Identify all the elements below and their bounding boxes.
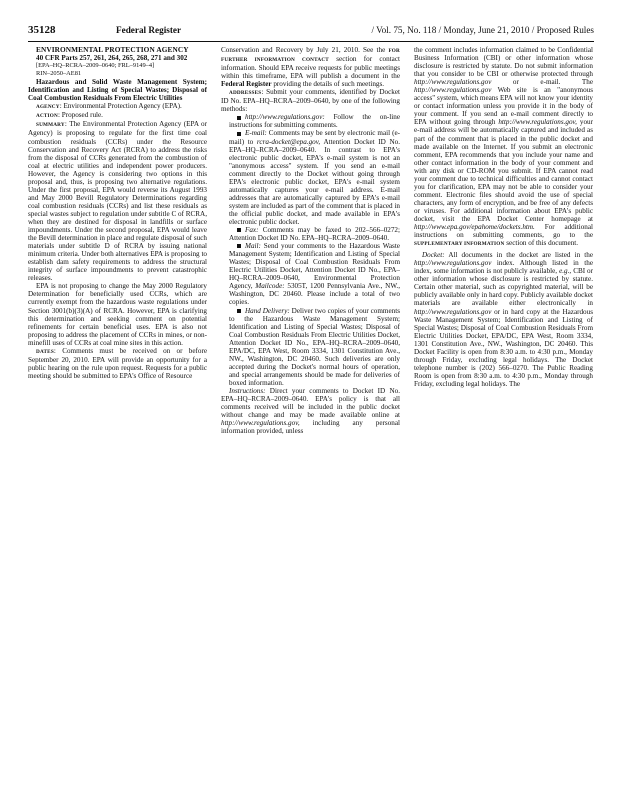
- docket-number: [EPA–HQ–RCRA–2009–0640; FRL–9149–4]: [36, 62, 155, 70]
- addresses-section: ADDRESSES: Submit your comments, identified by Docket ID No. EPA–HQ–RCRA–2009–0640, by one of the following methods:: [221, 88, 400, 114]
- method-hand-delivery: Hand Delivery: Deliver two copies of your comments to the Hazardous Waste Management System; Identification and Listing of Special Wastes; Disposal of Coal Combustion Residuals From Electric Utilities Docket, Attention Docket ID No., EPA–HQ–RCRA–2009–0640, EPA/DC, EPA West, Room 3334, 1301 Constitution Ave., NW., Washington, DC 20460. Such deliveries are only accepted during the Docket's normal hours of operation, and special arrangements should be made for deliveries of boxed information.: [229, 306, 400, 387]
- summary-label: SUMMARY: [36, 122, 65, 129]
- bullet-icon: [237, 309, 241, 313]
- action-section: [28, 111, 207, 120]
- dates-label: DATES: [36, 348, 54, 355]
- agency-text: : Environmental Protection Agency (EPA).: [59, 102, 182, 111]
- volume-info: / Vol. 75, No. 118 / Monday, June 21, 2010 / Proposed Rules: [371, 25, 594, 35]
- regulations-link[interactable]: http://www.regulations.gov,: [221, 419, 300, 428]
- regulations-link[interactable]: http://www.regulations.gov: [414, 259, 492, 268]
- header-citation: [106, 25, 594, 35]
- page-number: 35128: [28, 24, 56, 36]
- action-label: ACTION: [36, 113, 58, 120]
- summary-section: [28, 120, 207, 282]
- page-header: [28, 24, 594, 42]
- regulations-link[interactable]: http://www.regulations.gov: [414, 307, 492, 316]
- method-email: E-mail: Comments may be sent by electronic mail (e-mail) to rcra-docket@epa.gov, Attention Docket ID No. EPA–HQ–RCRA–2009–0640. In contrast to EPA's electronic public docket, EPA's e-mail system is not an "anonymous access" system. If you send an e-mail comment directly to the Docket without going through EPA's electronic public docket, EPA's e-mail system automatically captures your e-mail address. E-mail addresses that are automatically captured by EPA's e-mail system are included as part of the comment that is placed in the official public docket, and made available in EPA's electronic public docket.: [229, 129, 400, 226]
- rule-title: Hazardous and Solid Waste Management System; Identification and Listing of Special Wastes; Disposal of Coal Combustion Residuals From Electric Utilities: [28, 78, 207, 103]
- meeting-paragraph: Conservation and Recovery by July 21, 2010. See the FOR FURTHER INFORMATION CONTACT section for contact information. Should EPA receive requests for public meetings within this timeframe, EPA will publish a document in the Federal Register providing the details of such meetings.: [221, 46, 400, 89]
- column-1: [28, 46, 207, 788]
- federal-register-ref: Federal Register: [221, 80, 272, 89]
- method-fax: Fax: Comments may be faxed to 202–566–0272; Attention Docket ID No. EPA–HQ–RCRA–2009–0640.: [229, 226, 400, 243]
- method-website: http://www.regulations.gov: Follow the on-line instructions for submitting comments.: [229, 113, 400, 130]
- contact-label: FOR FURTHER INFORMATION CONTACT: [221, 48, 400, 64]
- action-text: : Proposed rule.: [57, 111, 103, 120]
- docket-email-link[interactable]: rcra-docket@epa.gov,: [256, 137, 321, 146]
- column-3: [414, 46, 593, 788]
- rin-number: RIN–2050–AE81: [36, 70, 82, 78]
- addresses-label: ADDRESSES: [229, 90, 262, 97]
- summary-text: : The Environmental Protection Agency (EPA or Agency) is proposing to regulate for the first time coal combustion residuals (CCRs) under the Resource Conservation and Recovery Act (RCRA) to address the risks from the disposal of CCRs generated from the combustion of coal at electric utilities and independent power producers. However, the Agency is considering two options in this proposal and, thus, is proposing two alternative regulations. Under the first proposal, EPA would reverse its August 1993 and May 2000 Bevill Regulatory Determinations regarding coal combustion residuals (CCRs) and list these residuals as special wastes subject to regulation under subtitle C of RCRA, when they are destined for disposal in landfills or surface impoundments. Under the second proposal, EPA would leave the Bevill determination in place and regulate disposal of such materials under subtitle D of RCRA by issuing national minimum criteria. Under both alternatives EPA is proposing to establish dam safety requirements to address the structural integrity of surface impoundments to prevent catastrophic releases.: [28, 120, 207, 283]
- agency-label: AGENCY: [36, 104, 60, 111]
- regulations-link[interactable]: http://www.regulations.gov,: [498, 118, 577, 127]
- bullet-icon: [237, 116, 241, 120]
- agency-section: [28, 102, 207, 111]
- bullet-icon: [237, 132, 241, 136]
- method-mail: Mail: Send your comments to the Hazardous Waste Management System; Identification and Listing of Special Wastes; Disposal of Coal Combustion Residuals From Electric Utilities Docket, Attention Docket ID No., EPA–HQ–RCRA–2009–0640, Environmental Protection Agency, Mailcode: 5305T, 1200 Pennsylvania Ave., NW., Washington, DC 20460. Please include a total of two copies.: [229, 242, 400, 307]
- epa-dockets-link[interactable]: http://www.epa.gov/epahome/dockets.htm.: [414, 223, 535, 232]
- dates-text: : Comments must be received on or before September 20, 2010. EPA will provide an opportunity for a public hearing on the rule upon request. Requests for a public meeting should be submitted to EPA's Office of Resource: [28, 346, 207, 380]
- cfr-parts: 40 CFR Parts 257, 261, 264, 265, 268, 271 and 302: [36, 54, 188, 63]
- instructions-paragraph: Instructions: Direct your comments to Docket ID No. EPA–HQ–RCRA–2009–0640. EPA's policy is that all comments received will be included in the public docket without change and may be made available online at http://www.regulations.gov, including any personal information provided, unless: [221, 386, 400, 436]
- dates-section: [28, 347, 207, 380]
- publication-name: Federal Register: [116, 25, 182, 35]
- regulations-link[interactable]: http://www.regulations.gov: [414, 86, 492, 95]
- text-columns: [28, 46, 594, 788]
- agency-heading: ENVIRONMENTAL PROTECTION AGENCY: [36, 46, 189, 54]
- cbi-paragraph: the comment includes information claimed to be Confidential Business Information (CBI) or other information whose disclosure is restricted by statute. Do not submit information that you consider to be CBI or otherwise protected through http://www.regulations.gov or e-mail. The http://www.regulations.gov Web site is an "anonymous access" system, which means EPA will not know your identity or contact information unless you provide it in the body of your comment. If you send an e-mail comment directly to EPA without going through http://www.regulations.gov, your e-mail address will be automatically captured and included as part of the comment that is placed in the public docket and made available on the Internet. If you submit an electronic comment, EPA recommends that you include your name and other contact information in the body of your comment and with any disk or CD-ROM you submit. If EPA cannot read your comment due to technical difficulties and cannot contact you for clarification, EPA may not be able to consider your comment. Electronic files should avoid the use of special characters, any form of encryption, and be free of any defects or viruses. For additional information about EPA's public docket, visit the EPA Docket Center homepage at http://www.epa.gov/epahome/dockets.htm. For additional instructions on submitting comments, go to the SUPPLEMENTARY INFORMATION section of this document.: [414, 46, 593, 248]
- website-link[interactable]: http://www.regulations.gov:: [245, 113, 325, 122]
- regulations-link[interactable]: http://www.regulations.gov: [414, 78, 492, 87]
- supplementary-label: SUPPLEMENTARY INFORMATION: [414, 241, 505, 248]
- document-page: [28, 24, 594, 788]
- bullet-icon: [237, 228, 241, 232]
- bullet-icon: [237, 244, 241, 248]
- docket-paragraph: Docket: All documents in the docket are listed in the http://www.regulations.gov index. Although listed in the index, some information is not publicly available, e.g., CBI or other information whose disclosure is restricted by statute. Certain other material, such as copyrighted material, will be publicly available only in hard copy. Publicly available docket materials are available either electronically in http://www.regulations.gov or in hard copy at the Hazardous Waste Management System; Identification and Listing of Special Wastes; Disposal of Coal Combustion Residuals From Electric Utilities Docket, EPA/DC, EPA West, Room 3334, 1301 Constitution Ave., NW., Washington, DC 20460. This Docket Facility is open from 8:30 a.m. to 4:30 p.m., Monday through Friday, excluding legal holidays. The Docket telephone number is (202) 566–0270. The Public Reading Room is open from 8:30 a.m. to 4:30 p.m., Monday through Friday, excluding legal holidays. The: [414, 251, 593, 388]
- summary-paragraph-2: EPA is not proposing to change the May 2000 Regulatory Determination for beneficially used CCRs, which are currently exempt from the hazardous waste regulations under Section 3001(b)(3)(A) of RCRA. However, EPA is clarifying this determination and seeking comment on potential refinements for certain beneficial uses. EPA is also not proposing to address the placement of CCRs in mines, or non-minefill uses of CCRs at coal mine sites in this action.: [28, 282, 207, 347]
- column-2: [221, 46, 400, 788]
